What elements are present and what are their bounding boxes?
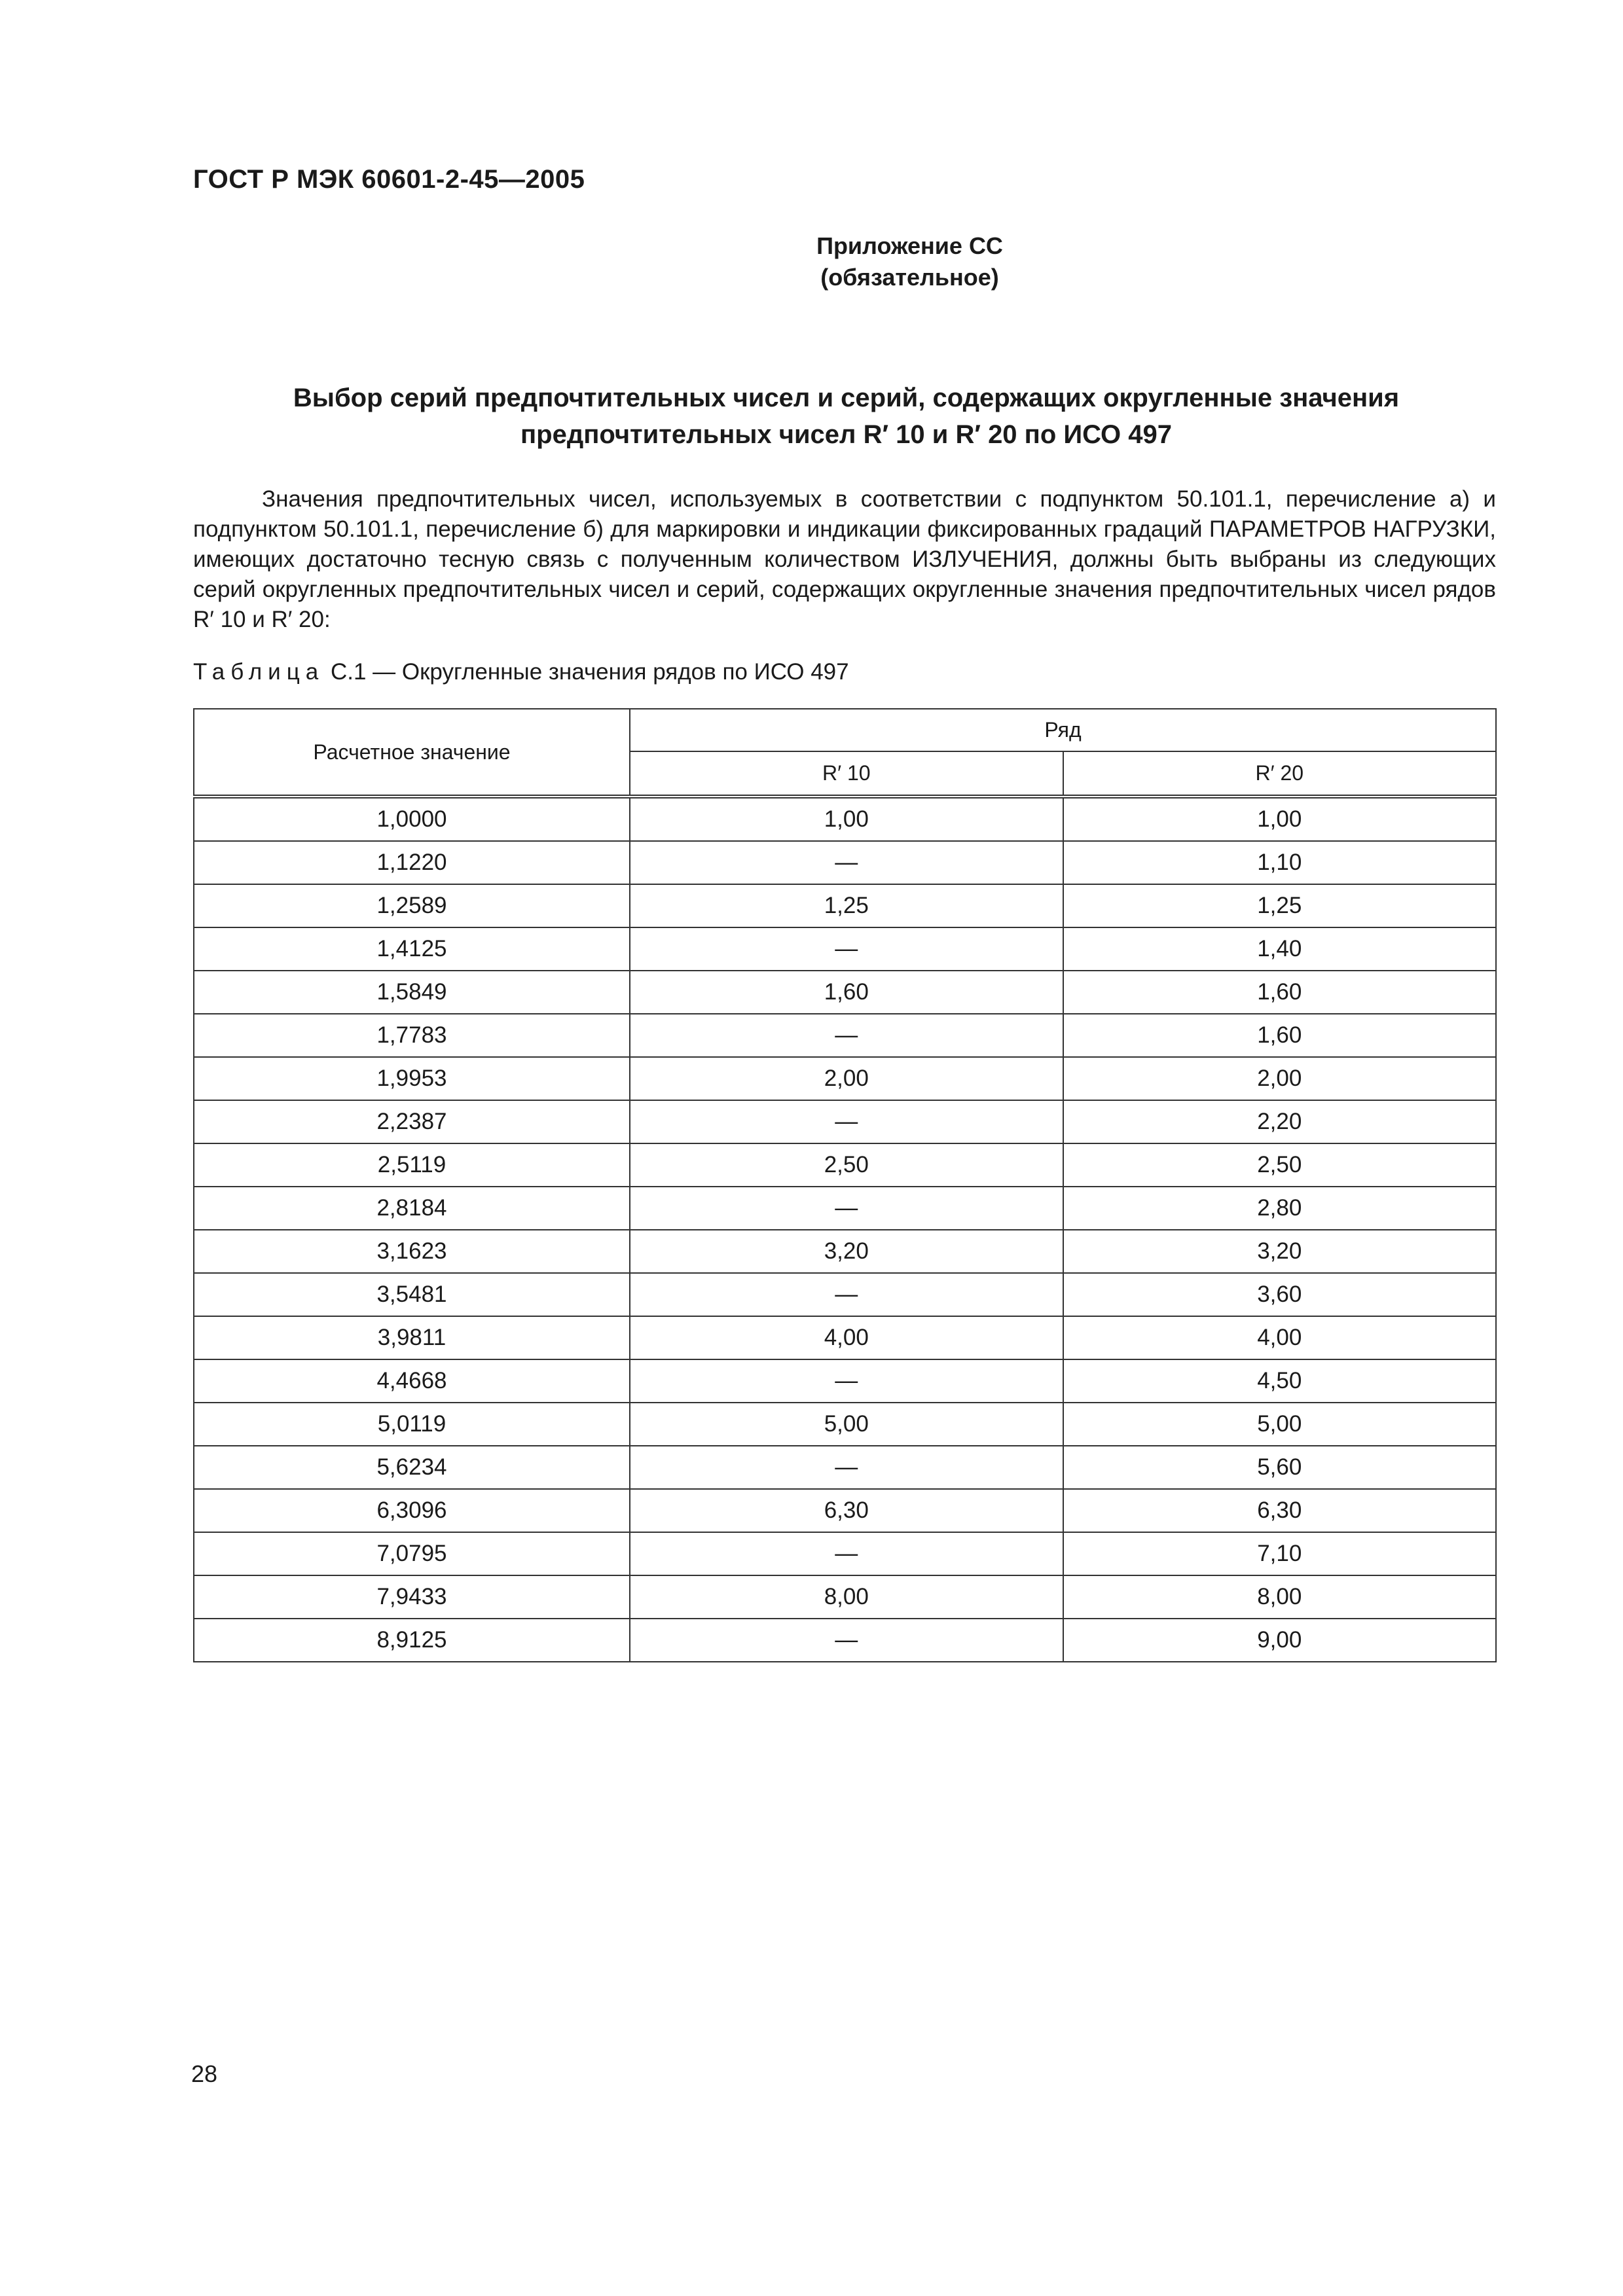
table-row	[194, 884, 1496, 927]
cell-r10: —	[630, 1100, 1063, 1143]
table-row	[194, 1359, 1496, 1403]
table-row	[194, 1057, 1496, 1100]
annex-heading	[0, 230, 1623, 293]
cell-r20: 5,00	[1063, 1403, 1497, 1446]
cell-r20: 4,50	[1063, 1359, 1497, 1403]
cell-r10: —	[630, 1014, 1063, 1057]
cell-r20: 9,00	[1063, 1619, 1497, 1662]
cell-r20: 2,00	[1063, 1057, 1497, 1100]
cell-calculated-value: 6,3096	[194, 1489, 630, 1532]
cell-r10: 4,00	[630, 1316, 1063, 1359]
annex-title: Приложение СС	[816, 232, 1003, 259]
cell-calculated-value: 8,9125	[194, 1619, 630, 1662]
cell-r20: 2,50	[1063, 1143, 1497, 1187]
cell-r10: —	[630, 1187, 1063, 1230]
annex-status: (обязательное)	[820, 264, 999, 291]
cell-r10: —	[630, 927, 1063, 971]
cell-calculated-value: 7,9433	[194, 1575, 630, 1619]
table-row	[194, 1489, 1496, 1532]
cell-r20: 1,40	[1063, 927, 1497, 971]
table-caption	[193, 657, 849, 687]
cell-r10: 1,60	[630, 971, 1063, 1014]
cell-r10: 2,00	[630, 1057, 1063, 1100]
table-row	[194, 1143, 1496, 1187]
table-caption-text: С.1 — Округленные значения рядов по ИСО 497	[330, 659, 849, 685]
header-r10: R′ 10	[630, 751, 1063, 797]
cell-r10: —	[630, 1532, 1063, 1575]
cell-calculated-value: 1,5849	[194, 971, 630, 1014]
cell-r10: —	[630, 841, 1063, 884]
header-calculated-value: Расчетное значение	[194, 709, 630, 797]
cell-calculated-value: 7,0795	[194, 1532, 630, 1575]
cell-calculated-value: 2,8184	[194, 1187, 630, 1230]
cell-calculated-value: 3,9811	[194, 1316, 630, 1359]
cell-r20: 1,10	[1063, 841, 1497, 884]
section-title-line-2: предпочтительных чисел R′ 10 и R′ 20 по ИСО 497	[520, 420, 1172, 449]
table-row	[194, 1316, 1496, 1359]
header-series: Ряд	[630, 709, 1496, 751]
document-code: ГОСТ Р МЭК 60601-2-45—2005	[193, 165, 585, 194]
cell-r20: 3,20	[1063, 1230, 1497, 1273]
cell-r10: 8,00	[630, 1575, 1063, 1619]
cell-calculated-value: 1,9953	[194, 1057, 630, 1100]
table-row	[194, 1100, 1496, 1143]
cell-r10: —	[630, 1273, 1063, 1316]
cell-r10: 6,30	[630, 1489, 1063, 1532]
table-row	[194, 971, 1496, 1014]
intro-paragraph: Значения предпочтительных чисел, используемых в соответствии с подпунктом 50.101.1, перечисление а) и подпунктом 50.101.1, перечисление б) для маркировки и индикации фиксированных градаций ПАРАМЕТРОВ НАГРУЗКИ, имеющих достаточно тесную связь с полученным количеством ИЗЛУЧЕНИЯ, должны быть выбраны из следующих серий округленных предпочтительных чисел и серий, содержащих округленные значения предпочтительных чисел рядов R′ 10 и R′ 20:	[193, 486, 1496, 632]
cell-r10: 3,20	[630, 1230, 1063, 1273]
header-r20: R′ 20	[1063, 751, 1497, 797]
section-title	[193, 380, 1499, 453]
cell-calculated-value: 2,2387	[194, 1100, 630, 1143]
table-row	[194, 1187, 1496, 1230]
values-table-body	[194, 797, 1496, 1662]
cell-r20: 5,60	[1063, 1446, 1497, 1489]
table-row	[194, 927, 1496, 971]
cell-r20: 1,60	[1063, 1014, 1497, 1057]
cell-r10: 2,50	[630, 1143, 1063, 1187]
cell-r20: 1,00	[1063, 797, 1497, 841]
cell-r20: 2,20	[1063, 1100, 1497, 1143]
page-number: 28	[191, 2060, 218, 2087]
table-caption-label: Таблица	[193, 659, 325, 685]
cell-r10: 5,00	[630, 1403, 1063, 1446]
table-row	[194, 1532, 1496, 1575]
cell-calculated-value: 4,4668	[194, 1359, 630, 1403]
cell-calculated-value: 3,5481	[194, 1273, 630, 1316]
cell-calculated-value: 5,6234	[194, 1446, 630, 1489]
cell-calculated-value: 3,1623	[194, 1230, 630, 1273]
table-row	[194, 841, 1496, 884]
cell-calculated-value: 1,0000	[194, 797, 630, 841]
table-row	[194, 1403, 1496, 1446]
section-title-line-1: Выбор серий предпочтительных чисел и серий, содержащих округленные значения	[293, 384, 1400, 412]
cell-r20: 4,00	[1063, 1316, 1497, 1359]
table-row	[194, 797, 1496, 841]
cell-r20: 6,30	[1063, 1489, 1497, 1532]
table-row	[194, 1575, 1496, 1619]
cell-calculated-value: 2,5119	[194, 1143, 630, 1187]
cell-r20: 1,60	[1063, 971, 1497, 1014]
values-table	[193, 708, 1497, 1662]
table-row	[194, 1273, 1496, 1316]
cell-r10: 1,00	[630, 797, 1063, 841]
table-row	[194, 1619, 1496, 1662]
cell-calculated-value: 1,2589	[194, 884, 630, 927]
cell-r10: —	[630, 1359, 1063, 1403]
cell-r20: 7,10	[1063, 1532, 1497, 1575]
table-row	[194, 1446, 1496, 1489]
cell-r20: 1,25	[1063, 884, 1497, 927]
cell-r10: 1,25	[630, 884, 1063, 927]
table-row	[194, 1230, 1496, 1273]
cell-r20: 3,60	[1063, 1273, 1497, 1316]
cell-r10: —	[630, 1619, 1063, 1662]
cell-calculated-value: 1,1220	[194, 841, 630, 884]
cell-r20: 2,80	[1063, 1187, 1497, 1230]
cell-calculated-value: 1,4125	[194, 927, 630, 971]
table-row	[194, 1014, 1496, 1057]
cell-calculated-value: 1,7783	[194, 1014, 630, 1057]
cell-r10: —	[630, 1446, 1063, 1489]
cell-calculated-value: 5,0119	[194, 1403, 630, 1446]
cell-r20: 8,00	[1063, 1575, 1497, 1619]
